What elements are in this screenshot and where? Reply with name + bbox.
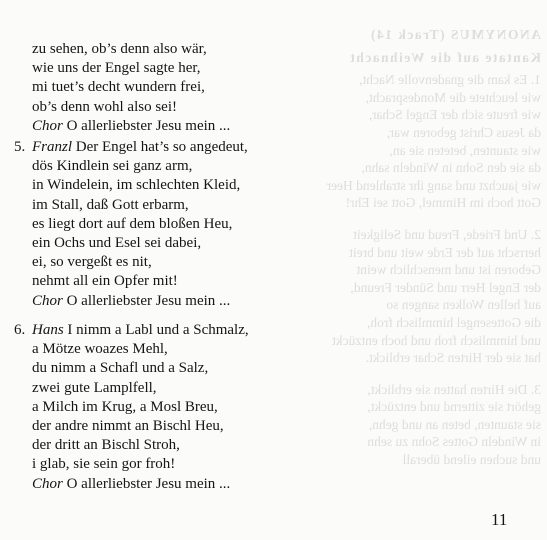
bleed-line-text: Und Friede, Freud und Seligkeit bbox=[353, 226, 528, 242]
stanza-4 bbox=[14, 40, 284, 136]
page-number: 11 bbox=[491, 510, 508, 529]
verse-line: dös Kindlein sei ganz arm, bbox=[32, 158, 193, 175]
verse-line: im Stall, daß Gott erbarm, bbox=[32, 196, 189, 213]
verse-line: mi tuet’s decht wundern frei, bbox=[32, 79, 205, 96]
bleed-line-text: Die Hirten hatten sie erblickt, bbox=[367, 381, 528, 397]
bleed-line: der Engel Herr und Sünder Freund, bbox=[350, 279, 541, 295]
first-line-text: Der Engel hat’s so angedeut, bbox=[72, 139, 248, 155]
bleed-gap bbox=[305, 212, 541, 226]
bleed-stanzas bbox=[305, 71, 541, 468]
bleed-line-text: Es kam die gnadenvolle Nacht, bbox=[359, 72, 528, 88]
bleed-line: auf hellen Wolken sangen so bbox=[386, 297, 541, 313]
bleed-line: Gott hoch im Himmel, Gott sei Ehr! bbox=[345, 195, 541, 211]
chorus-label: Chor bbox=[32, 475, 63, 492]
bleed-line: sie staunten, beten an und gehn, bbox=[368, 416, 541, 432]
bleed-line: da Jesus Christ geboren war, bbox=[386, 124, 541, 140]
bleed-stanza-number: 3. bbox=[527, 381, 541, 397]
verse-line: a Milch im Krug, a Mosl Breu, bbox=[32, 398, 218, 415]
bleed-line: wie jauchzt und sang ihr strahlend Heer bbox=[326, 177, 541, 193]
verse-line: der dritt an Bischl Stroh, bbox=[32, 437, 180, 454]
chorus-line bbox=[14, 475, 284, 494]
bleed-line: wie staunten, beteten sie an, bbox=[389, 142, 541, 158]
speaker-name: Hans bbox=[32, 322, 64, 338]
bleed-line: in Windeln Gottes Sohn zu sehn bbox=[367, 434, 541, 450]
verse-line: i glab, sie sein gor froh! bbox=[32, 456, 176, 473]
verse-line: nehmt all ein Opfer mit! bbox=[32, 273, 178, 290]
verse-line: zwei gute Lamplfell, bbox=[32, 379, 157, 396]
stanza-5 bbox=[14, 138, 284, 311]
verse-line: a Mötze woazes Mehl, bbox=[32, 341, 168, 358]
bleed-heading: ANONYMUS (Track 14) bbox=[369, 27, 541, 42]
bleed-line: und himmlisch froh und hoch entzückt bbox=[332, 332, 541, 348]
chorus-text: O allerliebster Jesu mein ... bbox=[62, 117, 231, 134]
bleed-line: hat sie der Hirten Schar erblickt. bbox=[365, 350, 541, 366]
first-line-text: I nimm a Labl und a Schmalz, bbox=[63, 322, 249, 338]
chorus-label: Chor bbox=[32, 292, 63, 309]
bleed-line: wie leuchtete die Mondespracht, bbox=[365, 89, 541, 105]
verse-line: es liegt dort auf dem bloßen Heu, bbox=[32, 215, 233, 232]
speaker-name: Franzl bbox=[32, 139, 73, 155]
bleed-line: gehört sie zitternd und entzückt, bbox=[367, 399, 541, 415]
verse-first-line bbox=[14, 321, 284, 340]
verse-line: ob’s denn wohl also sei! bbox=[32, 98, 177, 115]
bleed-line: und suchen eilend überall bbox=[402, 452, 541, 468]
bleed-stanza-number: 2. bbox=[527, 226, 541, 242]
stanza-number: 5. bbox=[14, 139, 26, 155]
bleed-subheading: Kantate auf die Weihnacht bbox=[348, 49, 541, 65]
verse-line: ein Ochs und Esel sei dabei, bbox=[32, 235, 202, 252]
bleed-stanza-number: 1. bbox=[527, 72, 541, 88]
verse-first-line bbox=[14, 138, 284, 157]
verse-line: zu sehen, ob’s denn also wär, bbox=[32, 41, 207, 57]
bleed-line: da sie den Sohn in Windeln sahn, bbox=[361, 160, 541, 176]
bleed-line bbox=[305, 226, 541, 244]
chorus-text: O allerliebster Jesu mein ... bbox=[62, 292, 231, 309]
bleed-through-text bbox=[305, 26, 541, 469]
chorus-text: O allerliebster Jesu mein ... bbox=[62, 475, 231, 492]
verse-line: ei, so vergeßt es nit, bbox=[32, 254, 152, 271]
verse-line: der andre nimmt an Bischl Heu, bbox=[32, 418, 224, 435]
bleed-line: die Gottesengel himmlisch froh, bbox=[367, 314, 541, 330]
stanza-6 bbox=[14, 321, 284, 494]
bleed-line bbox=[305, 71, 541, 89]
bleed-line bbox=[305, 381, 541, 399]
verse-line: du nimm a Schafl und a Salz, bbox=[32, 360, 209, 377]
bleed-gap bbox=[305, 367, 541, 381]
verse-line: wie uns der Engel sagte her, bbox=[32, 60, 201, 77]
chorus-label: Chor bbox=[32, 117, 63, 134]
chorus-line bbox=[14, 292, 284, 311]
bleed-line: Geboren ist und menschlich weint bbox=[356, 262, 541, 278]
verse-line: in Windelein, im schlechten Kleid, bbox=[32, 177, 241, 194]
bleed-line: herrscht auf der Erde weit und breit bbox=[349, 244, 541, 260]
chorus-line bbox=[14, 117, 284, 136]
stanza-number: 6. bbox=[14, 322, 26, 338]
bleed-line: wie freute sich der Engel Schar, bbox=[369, 107, 541, 123]
